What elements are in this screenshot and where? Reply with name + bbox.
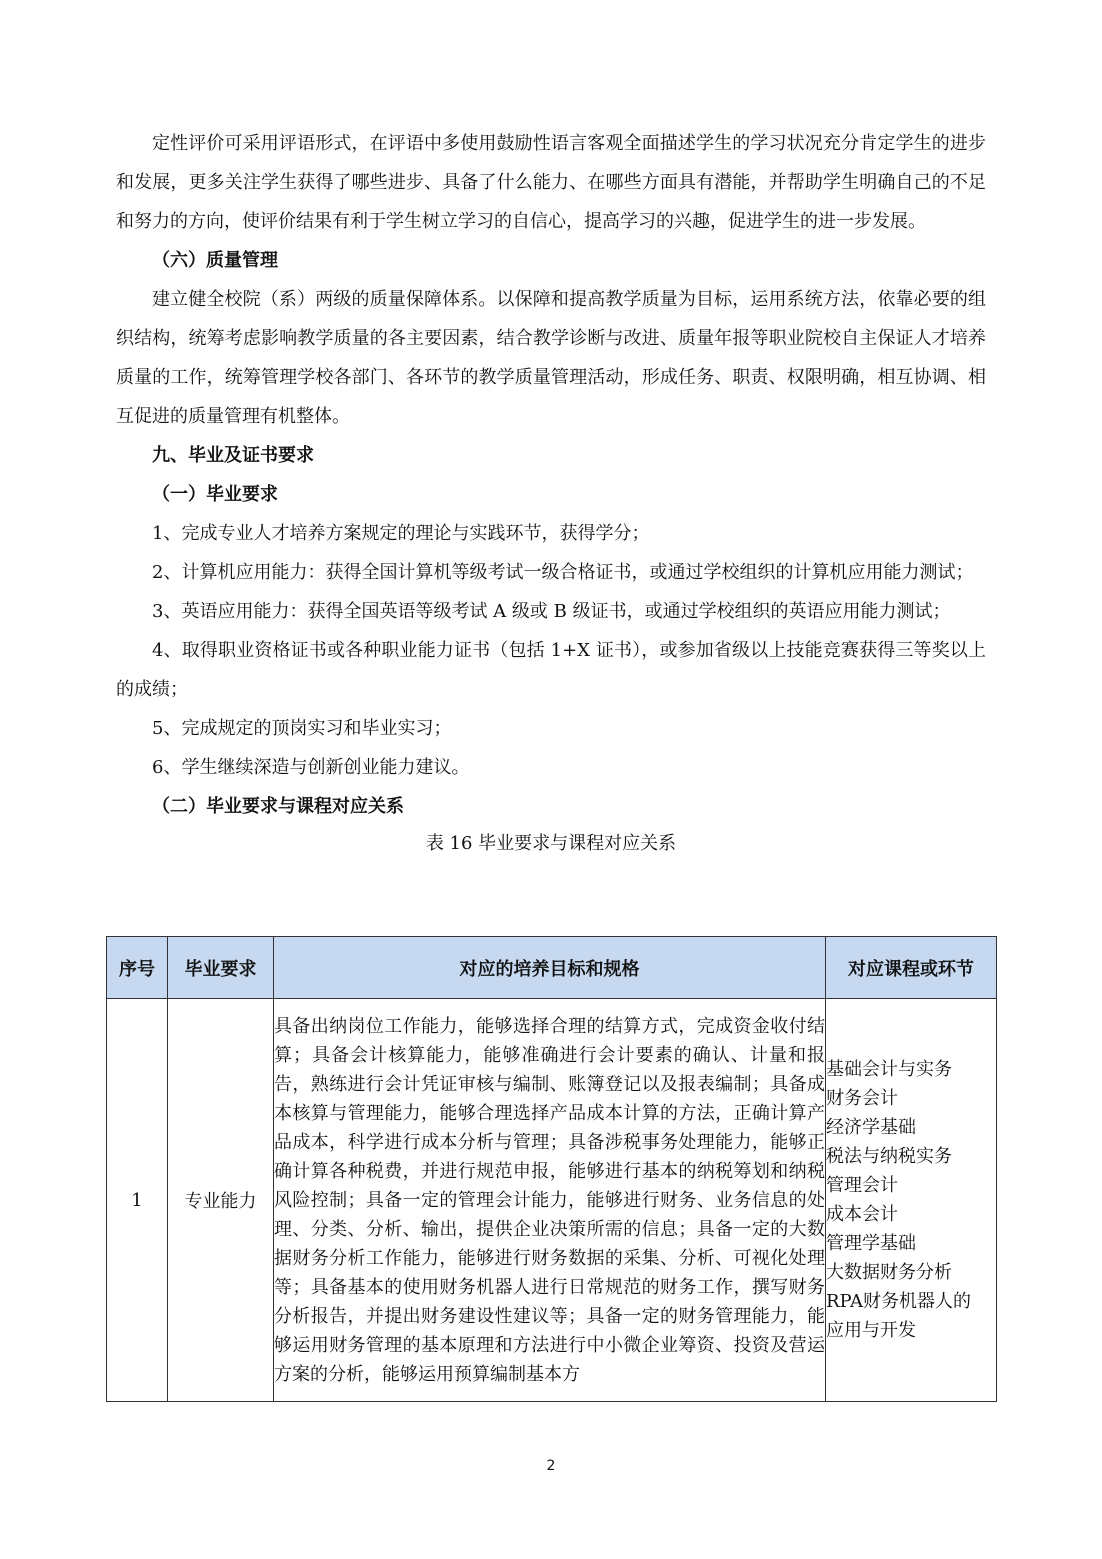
page-content [116,124,986,858]
subsection-heading-mapping: （二）毕业要求与课程对应关系 [152,796,404,817]
table-caption: 表 16 毕业要求与课程对应关系 [425,833,677,854]
requirement-item: 2、计算机应用能力：获得全国计算机等级考试一级合格证书，或通过学校组织的计算机应用能力测试； [152,562,974,583]
requirements-table [106,936,997,1402]
row-courses [826,999,997,1402]
section-heading-quality: （六）质量管理 [152,250,278,271]
requirement-item: 3、英语应用能力：获得全国英语等级考试 A 级或 B 级证书，或通过学校组织的英语应用能力测试； [152,601,951,622]
course-item: 经济学基础 [826,1117,916,1138]
course-item: 税法与纳税实务 [826,1146,952,1167]
course-item: RPA财务机器人的 [826,1291,972,1312]
requirement-item: 6、学生继续深造与创新创业能力建议。 [152,757,470,778]
table-header-row [107,937,997,999]
course-item: 管理会计 [826,1175,898,1196]
course-item: 管理学基础 [826,1233,916,1254]
column-header-number: 序号 [107,937,168,999]
quality-paragraph: 建立健全校院（系）两级的质量保障体系。以保障和提高教学质量为目标，运用系统方法，依靠必要的组织结构，统筹考虑影响教学质量的各主要因素，结合教学诊断与改进、质量年报等职业院校自主保证人才培养质量的工作，统筹管理学校各部门、各环节的教学质量管理活动，形成任务、职责、权限明确，相互协调、相互促进的质量管理有机整体。 [116,289,986,427]
intro-paragraph: 定性评价可采用评语形式，在评语中多使用鼓励性语言客观全面描述学生的学习状况充分肯定学生的进步和发展，更多关注学生获得了哪些进步、具备了什么能力、在哪些方面具有潜能，并帮助学生明确自己的不足和努力的方向，使评价结果有利于学生树立学习的自信心，提高学习的兴趣，促进学生的进一步发展。 [116,133,986,232]
section-heading-graduation: 九、毕业及证书要求 [152,445,314,466]
course-item: 应用与开发 [826,1320,916,1341]
requirement-item: 4、取得职业资格证书或各种职业能力证书（包括 1+X 证书），或参加省级以上技能竞赛获得三等奖以上的成绩； [116,640,986,700]
requirement-item: 1、完成专业人才培养方案规定的理论与实践环节，获得学分； [152,523,650,544]
row-requirement: 专业能力 [168,999,274,1402]
course-item: 财务会计 [826,1088,898,1109]
subsection-heading-requirements: （一）毕业要求 [152,484,278,505]
course-item: 基础会计与实务 [826,1059,952,1080]
row-number: 1 [107,999,168,1402]
column-header-courses: 对应课程或环节 [826,937,997,999]
table-row [107,999,997,1402]
course-item: 成本会计 [826,1204,898,1225]
column-header-requirement: 毕业要求 [168,937,274,999]
page-number: 2 [546,1458,556,1474]
course-item: 大数据财务分析 [826,1262,952,1283]
row-description: 具备出纳岗位工作能力，能够选择合理的结算方式，完成资金收付结算；具备会计核算能力，能够准确进行会计要素的确认、计量和报告，熟练进行会计凭证审核与编制、账簿登记以及报表编制；具备成本核算与管理能力，能够合理选择产品成本计算的方法，正确计算产品成本，科学进行成本分析与管理；具备涉税事务处理能力，能够正确计算各种税费，并进行规范申报，能够进行基本的纳税筹划和纳税风险控制；具备一定的管理会计能力，能够进行财务、业务信息的处理、分类、分析、输出，提供企业决策所需的信息；具备一定的大数据财务分析工作能力，能够进行财务数据的采集、分析、可视化处理等；具备基本的使用财务机器人进行日常规范的财务工作，撰写财务分析报告，并提出财务建设性建议等；具备一定的财务管理能力，能够运用财务管理的基本原理和方法进行中小微企业筹资、投资及营运方案的分析，能够运用预算编制基本方 [274,999,826,1402]
requirement-item: 5、完成规定的顶岗实习和毕业实习； [152,718,452,739]
column-header-objectives: 对应的培养目标和规格 [274,937,826,999]
